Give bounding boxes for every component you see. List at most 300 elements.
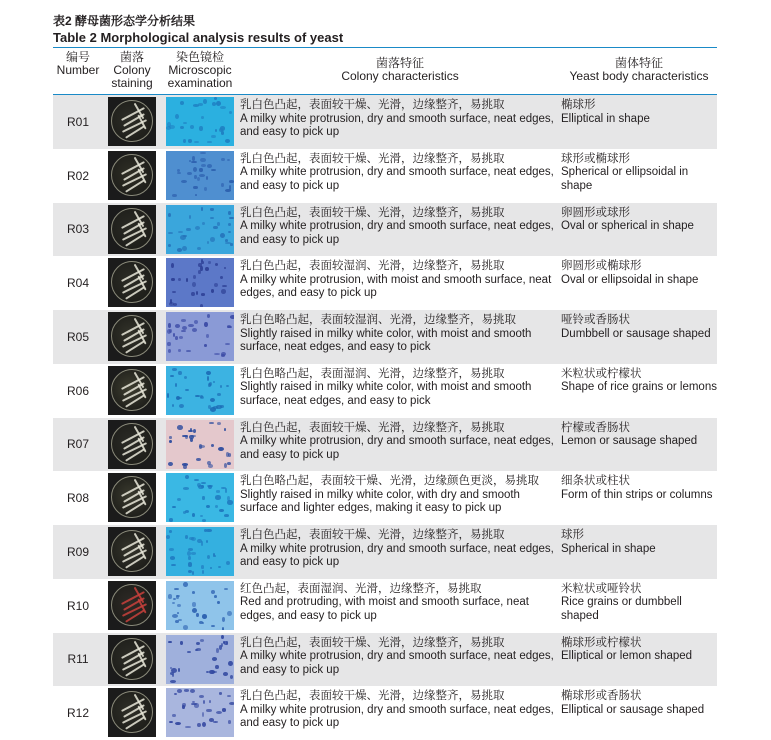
yeast-cell <box>227 500 233 504</box>
yeast-body-characteristics-cell <box>561 422 717 449</box>
colony-characteristics-cell <box>240 368 560 409</box>
colony-characteristics-cn: 乳白色凸起，表面较干燥、光滑，边缘整齐，易挑取 <box>240 99 505 111</box>
yeast-cell <box>213 381 216 384</box>
colony-characteristics-en: Red and protruding, with moist and smooth surface, neat edges, and easy to pick up <box>240 596 529 622</box>
microscopic-image <box>166 420 234 469</box>
yeast-cell <box>177 498 181 501</box>
yeast-cell <box>168 594 173 599</box>
yeast-cell <box>196 291 198 295</box>
yeast-cell <box>192 282 196 287</box>
colony-characteristics-en: A milky white protrusion, dry and smooth surface, neat edges, and easy to pick up <box>240 166 554 192</box>
yeast-cell <box>194 141 199 143</box>
yeast-cell <box>224 428 227 431</box>
yeast-cell <box>187 651 191 653</box>
table-row <box>53 471 717 525</box>
yeast-cell <box>201 293 205 296</box>
yeast-cell <box>215 495 221 499</box>
colony-plate-photo <box>108 581 156 630</box>
yeast-cell <box>221 131 225 135</box>
yeast-cell <box>179 404 184 408</box>
colony-characteristics-cn: 乳白色略凸起，表面较干燥、光滑，边缘颜色更淡，易挑取 <box>240 475 539 488</box>
yeast-body-cn: 卵圆形或椭球形 <box>561 260 642 273</box>
yeast-cell <box>225 343 230 345</box>
yeast-cell <box>201 485 204 488</box>
yeast-cell <box>188 324 194 327</box>
yeast-cell <box>168 349 171 353</box>
yeast-body-en: Elliptical or lemon shaped <box>561 650 693 662</box>
yeast-body-characteristics-cell <box>561 475 717 502</box>
colony-plate-photo <box>108 97 156 146</box>
yeast-cell <box>216 648 219 653</box>
petri-dish <box>111 154 153 196</box>
yeast-cell <box>206 709 212 713</box>
row-number: R03 <box>66 222 89 237</box>
yeast-body-characteristics-cell <box>561 690 717 717</box>
colony-characteristics-cn: 乳白色略凸起，表面较湿润、光滑，边缘整齐，易挑取 <box>240 314 516 326</box>
yeast-cell <box>196 648 202 651</box>
yeast-cell <box>192 513 195 517</box>
yeast-cell <box>197 247 201 250</box>
yeast-cell <box>194 703 199 707</box>
yeast-cell <box>191 435 195 437</box>
colony-characteristics-cell <box>240 422 560 463</box>
yeast-cell <box>230 315 234 319</box>
yeast-cell <box>211 625 215 627</box>
yeast-cell <box>193 429 196 433</box>
colony-characteristics-cell <box>240 637 560 678</box>
colony-characteristics-cell <box>240 153 560 194</box>
yeast-cell <box>215 665 219 670</box>
yeast-cell <box>188 139 192 142</box>
yeast-cell <box>218 566 221 568</box>
colony-characteristics-cn: 乳白色凸起，表面较干燥、光滑，边缘整齐，易挑取 <box>240 529 505 541</box>
yeast-cell <box>217 393 221 397</box>
yeast-cell <box>174 588 178 590</box>
yeast-cell <box>180 641 183 644</box>
petri-dish <box>111 423 153 465</box>
yeast-cell <box>216 711 222 714</box>
yeast-cell <box>201 207 203 210</box>
yeast-cell <box>176 396 180 400</box>
yeast-cell <box>191 161 196 163</box>
yeast-cell <box>171 263 174 268</box>
colony-plate-photo <box>108 205 156 254</box>
yeast-cell <box>220 405 224 409</box>
yeast-body-en: Elliptical or sausage shaped <box>561 703 705 716</box>
table-row <box>53 95 717 149</box>
yeast-cell <box>183 582 187 587</box>
yeast-cell <box>202 570 204 573</box>
yeast-cell <box>211 444 214 447</box>
row-number: R09 <box>66 544 89 559</box>
yeast-cell <box>181 180 187 183</box>
yeast-body-en: Spherical or ellipsoidal in shape <box>561 166 689 192</box>
yeast-cell <box>206 671 209 674</box>
yeast-cell <box>206 176 208 180</box>
yeast-cell <box>193 275 196 279</box>
yeast-body-en: Rice grains or dumbbell shaped <box>561 596 682 622</box>
header-colony <box>105 51 159 90</box>
yeast-cell <box>202 712 204 717</box>
yeast-cell <box>185 475 189 479</box>
yeast-cell <box>210 567 212 569</box>
microscopic-image <box>166 312 234 361</box>
yeast-cell <box>208 261 210 264</box>
yeast-cell <box>209 382 212 386</box>
petri-dish <box>111 208 153 250</box>
yeast-body-cn: 椭球形 <box>561 99 596 111</box>
petri-dish <box>111 691 153 733</box>
table-row <box>53 203 717 257</box>
yeast-body-characteristics-cell <box>561 153 717 194</box>
yeast-cell <box>213 721 218 723</box>
yeast-body-cn: 椭球形或香肠状 <box>561 690 642 703</box>
yeast-cell <box>167 122 171 127</box>
yeast-cell <box>166 126 171 130</box>
yeast-body-en: Form of thin strips or columns <box>561 488 713 501</box>
yeast-cell <box>229 111 232 114</box>
yeast-cell <box>207 376 209 381</box>
colony-characteristics-en: A milky white protrusion, dry and smooth surface, neat edges, and easy to pick up <box>240 435 554 461</box>
yeast-cell <box>223 672 228 676</box>
yeast-cell <box>194 320 199 325</box>
colony-plate-photo <box>108 258 156 307</box>
yeast-cell <box>195 226 200 230</box>
yeast-cell <box>226 561 230 565</box>
petri-dish <box>111 369 153 411</box>
yeast-cell <box>208 464 213 468</box>
table-row <box>53 418 717 472</box>
colony-characteristics-cell <box>240 690 560 731</box>
yeast-cell <box>179 336 184 339</box>
yeast-cell <box>220 106 226 109</box>
yeast-cell <box>172 368 178 371</box>
colony-characteristics-cn: 乳白色凸起，表面较干燥、光滑，边缘整齐，易挑取 <box>240 421 505 434</box>
table-row <box>53 364 717 418</box>
yeast-cell <box>190 689 195 693</box>
yeast-cell <box>226 385 230 388</box>
yeast-cell <box>211 135 216 138</box>
yeast-cell <box>215 505 218 508</box>
row-number: R04 <box>66 276 89 291</box>
yeast-cell <box>169 721 173 723</box>
yeast-cell <box>175 620 179 623</box>
yeast-cell <box>201 482 206 484</box>
yeast-cell <box>167 342 170 347</box>
yeast-cell <box>203 99 207 103</box>
yeast-cell <box>210 208 214 210</box>
yeast-body-cn: 米粒状或哑铃状 <box>561 582 642 595</box>
yeast-cell <box>227 462 231 465</box>
yeast-cell <box>206 529 211 532</box>
yeast-cell <box>209 422 214 424</box>
yeast-cell <box>201 565 205 568</box>
colony-plate-photo <box>108 473 156 522</box>
yeast-cell <box>172 714 176 718</box>
yeast-cell <box>204 187 207 191</box>
yeast-cell <box>177 604 181 607</box>
header-colchar-en: Colony characteristics <box>341 69 459 83</box>
yeast-cell <box>202 519 207 522</box>
yeast-cell <box>189 215 191 219</box>
yeast-cell <box>221 158 224 161</box>
yeast-body-cn: 哑铃或香肠状 <box>561 314 630 326</box>
yeast-cell <box>220 276 223 279</box>
yeast-cell <box>230 243 233 245</box>
colony-plate-photo <box>108 366 156 415</box>
header-number <box>53 51 103 77</box>
header-yeast-cn: 菌体特征 <box>614 56 663 70</box>
yeast-cell <box>200 304 203 307</box>
yeast-cell <box>168 213 171 217</box>
yeast-cell <box>222 708 226 711</box>
yeast-body-en: Shape of rice grains or lemons <box>561 381 717 394</box>
yeast-body-en: Spherical in shape <box>561 542 656 555</box>
microscopic-image <box>166 258 234 307</box>
yeast-cell <box>204 344 207 347</box>
petri-dish <box>111 530 153 572</box>
yeast-cell <box>202 496 204 501</box>
yeast-cell <box>193 167 197 172</box>
petri-dish <box>111 638 153 680</box>
table-row <box>53 686 717 740</box>
yeast-cell <box>182 705 186 709</box>
yeast-cell <box>196 458 201 461</box>
header-number-cn: 编号 <box>65 50 90 64</box>
yeast-cell <box>201 116 204 119</box>
yeast-cell <box>175 336 178 340</box>
yeast-cell <box>229 180 234 183</box>
yeast-cell <box>206 371 210 375</box>
yeast-cell <box>193 104 199 106</box>
header-colony-cn: 菌落 <box>119 50 144 64</box>
yeast-cell <box>217 422 221 425</box>
yeast-cell <box>168 244 171 247</box>
row-number: R10 <box>66 598 89 613</box>
yeast-cell <box>199 621 204 624</box>
yeast-cell <box>183 122 187 124</box>
yeast-cell <box>177 248 182 251</box>
yeast-cell <box>228 211 231 215</box>
petri-dish <box>111 476 153 518</box>
yeast-cell <box>201 541 204 546</box>
yeast-cell <box>199 695 204 698</box>
yeast-cell <box>198 270 201 273</box>
yeast-cell <box>181 330 186 332</box>
yeast-cell <box>196 642 200 645</box>
colony-characteristics-en: A milky white protrusion, dry and smooth surface, neat edges, and easy to pick up <box>240 112 554 138</box>
yeast-body-en: Elliptical in shape <box>561 112 650 125</box>
colony-characteristics-cell <box>240 583 560 624</box>
yeast-body-cn: 柠檬或香肠状 <box>561 421 630 434</box>
colony-plate-photo <box>108 151 156 200</box>
colony-plate-photo <box>108 635 156 684</box>
yeast-cell <box>191 552 196 554</box>
yeast-cell <box>227 695 231 697</box>
yeast-cell <box>210 398 215 402</box>
yeast-cell <box>191 292 194 296</box>
row-number: R05 <box>66 329 89 344</box>
yeast-body-en: Lemon or sausage shaped <box>561 435 698 447</box>
yeast-cell <box>192 571 194 575</box>
yeast-cell <box>184 376 187 379</box>
yeast-cell <box>214 283 218 287</box>
yeast-cell <box>224 588 228 590</box>
yeast-cell <box>188 556 190 560</box>
colony-plate-photo <box>108 312 156 361</box>
yeast-cell <box>182 463 188 465</box>
header-micro-en1: Microscopic <box>168 63 232 77</box>
yeast-cell <box>213 226 217 229</box>
yeast-cell <box>175 324 180 328</box>
table-row <box>53 256 717 310</box>
yeast-cell <box>170 672 174 675</box>
yeast-cell <box>199 174 205 177</box>
table-title-english: Table 2 Morphological analysis results of yeast <box>53 30 344 45</box>
yeast-cell <box>202 222 205 225</box>
yeast-cell <box>197 723 201 727</box>
yeast-body-en: Oval or ellipsoidal in shape <box>561 273 699 286</box>
yeast-cell <box>200 515 203 518</box>
yeast-cell <box>207 141 211 144</box>
yeast-cell <box>226 641 228 645</box>
yeast-cell <box>219 692 223 695</box>
yeast-cell <box>200 639 204 642</box>
yeast-body-cn: 卵圆形或球形 <box>561 206 630 219</box>
yeast-cell <box>216 101 221 106</box>
petri-dish <box>111 584 153 626</box>
yeast-body-characteristics-cell <box>561 637 717 664</box>
yeast-cell <box>169 548 174 552</box>
yeast-cell <box>207 314 211 318</box>
yeast-cell <box>192 591 195 594</box>
row-number: R06 <box>66 383 89 398</box>
yeast-cell <box>174 693 177 696</box>
yeast-body-cn: 球形或椭球形 <box>561 152 630 165</box>
yeast-cell <box>166 535 170 539</box>
yeast-cell <box>185 510 189 513</box>
header-colony-en2: staining <box>111 76 153 90</box>
yeast-cell <box>226 452 229 456</box>
yeast-body-cn: 细条状或柱状 <box>561 475 630 488</box>
yeast-body-characteristics-cell <box>561 314 717 341</box>
yeast-body-characteristics-cell <box>561 207 717 234</box>
header-colchar-cn: 菌落特征 <box>375 56 424 70</box>
petri-dish <box>111 315 153 357</box>
table-row <box>53 633 717 687</box>
yeast-cell <box>210 237 215 242</box>
colony-characteristics-en: A milky white protrusion, with moist and smooth surface, neat edges, and easy to pick up <box>240 273 552 300</box>
yeast-cell <box>182 246 187 251</box>
yeast-cell <box>211 590 215 594</box>
yeast-cell <box>215 129 217 133</box>
yeast-body-cn: 米粒状或柠檬状 <box>561 367 642 380</box>
microscopic-image <box>166 205 234 254</box>
yeast-cell <box>172 194 177 197</box>
header-micro-cn: 染色镜检 <box>175 50 224 64</box>
yeast-cell <box>200 152 205 154</box>
microscopic-image <box>166 581 234 630</box>
yeast-cell <box>177 172 182 175</box>
yeast-cell <box>211 169 216 171</box>
yeast-body-en: Oval or spherical in shape <box>561 220 694 232</box>
yeast-body-cn: 椭球形或柠檬状 <box>561 636 642 649</box>
yeast-cell <box>185 726 191 728</box>
colony-characteristics-cell <box>240 475 560 516</box>
yeast-cell <box>169 436 171 439</box>
yeast-cell <box>211 289 215 293</box>
microscopic-image <box>166 473 234 522</box>
yeast-cell <box>219 509 224 512</box>
yeast-cell <box>183 487 189 489</box>
yeast-cell <box>220 233 225 238</box>
yeast-cell <box>229 702 234 705</box>
yeast-cell <box>224 463 227 468</box>
yeast-cell <box>171 278 174 281</box>
yeast-cell <box>169 440 172 443</box>
colony-characteristics-cn: 乳白色凸起，表面较湿润、光滑，边缘整齐，易挑取 <box>240 260 505 273</box>
yeast-cell <box>178 371 182 376</box>
yeast-cell <box>227 159 230 162</box>
yeast-cell <box>192 328 197 332</box>
colony-characteristics-en: A milky white protrusion, dry and smooth surface, neat edges, and easy to pick up <box>240 542 554 568</box>
yeast-body-en: Dumbbell or sausage shaped <box>561 327 711 340</box>
yeast-body-cn: 球形 <box>561 529 584 541</box>
yeast-cell <box>220 385 223 388</box>
yeast-cell <box>169 518 173 523</box>
yeast-body-characteristics-cell <box>561 99 717 126</box>
yeast-cell <box>170 556 175 559</box>
yeast-cell <box>195 194 197 196</box>
colony-characteristics-cell <box>240 99 560 140</box>
yeast-cell <box>178 231 183 233</box>
header-microscopic <box>161 51 239 90</box>
yeast-cell <box>168 232 173 234</box>
yeast-cell <box>207 555 210 560</box>
yeast-cell <box>221 289 227 294</box>
yeast-cell <box>204 322 208 327</box>
yeast-cell <box>222 627 224 630</box>
yeast-cell <box>188 562 192 566</box>
yeast-cell <box>186 278 188 281</box>
yeast-cell <box>197 177 200 181</box>
petri-dish <box>111 100 153 142</box>
yeast-cell <box>175 722 181 725</box>
header-micro-en2: examination <box>167 76 233 90</box>
colony-characteristics-cell <box>240 314 560 355</box>
yeast-cell <box>206 334 210 338</box>
yeast-cell <box>222 285 227 287</box>
yeast-cell <box>181 319 185 322</box>
yeast-body-characteristics-cell <box>561 368 717 395</box>
yeast-cell <box>225 139 229 143</box>
colony-characteristics-cn: 乳白色略凸起，表面湿润、光滑，边缘整齐，易挑取 <box>240 367 505 380</box>
table-row <box>53 149 717 203</box>
yeast-cell <box>222 617 225 622</box>
yeast-cell <box>177 689 182 692</box>
header-number-en: Number <box>56 63 100 77</box>
yeast-cell <box>221 354 226 357</box>
microscopic-image <box>166 97 234 146</box>
yeast-cell <box>214 97 217 100</box>
yeast-cell <box>210 407 216 412</box>
microscopic-image <box>166 366 234 415</box>
header-colony-characteristics <box>240 57 560 83</box>
yeast-cell <box>190 125 194 129</box>
yeast-cell <box>183 139 186 143</box>
yeast-cell <box>212 657 217 661</box>
yeast-cell <box>178 349 181 353</box>
